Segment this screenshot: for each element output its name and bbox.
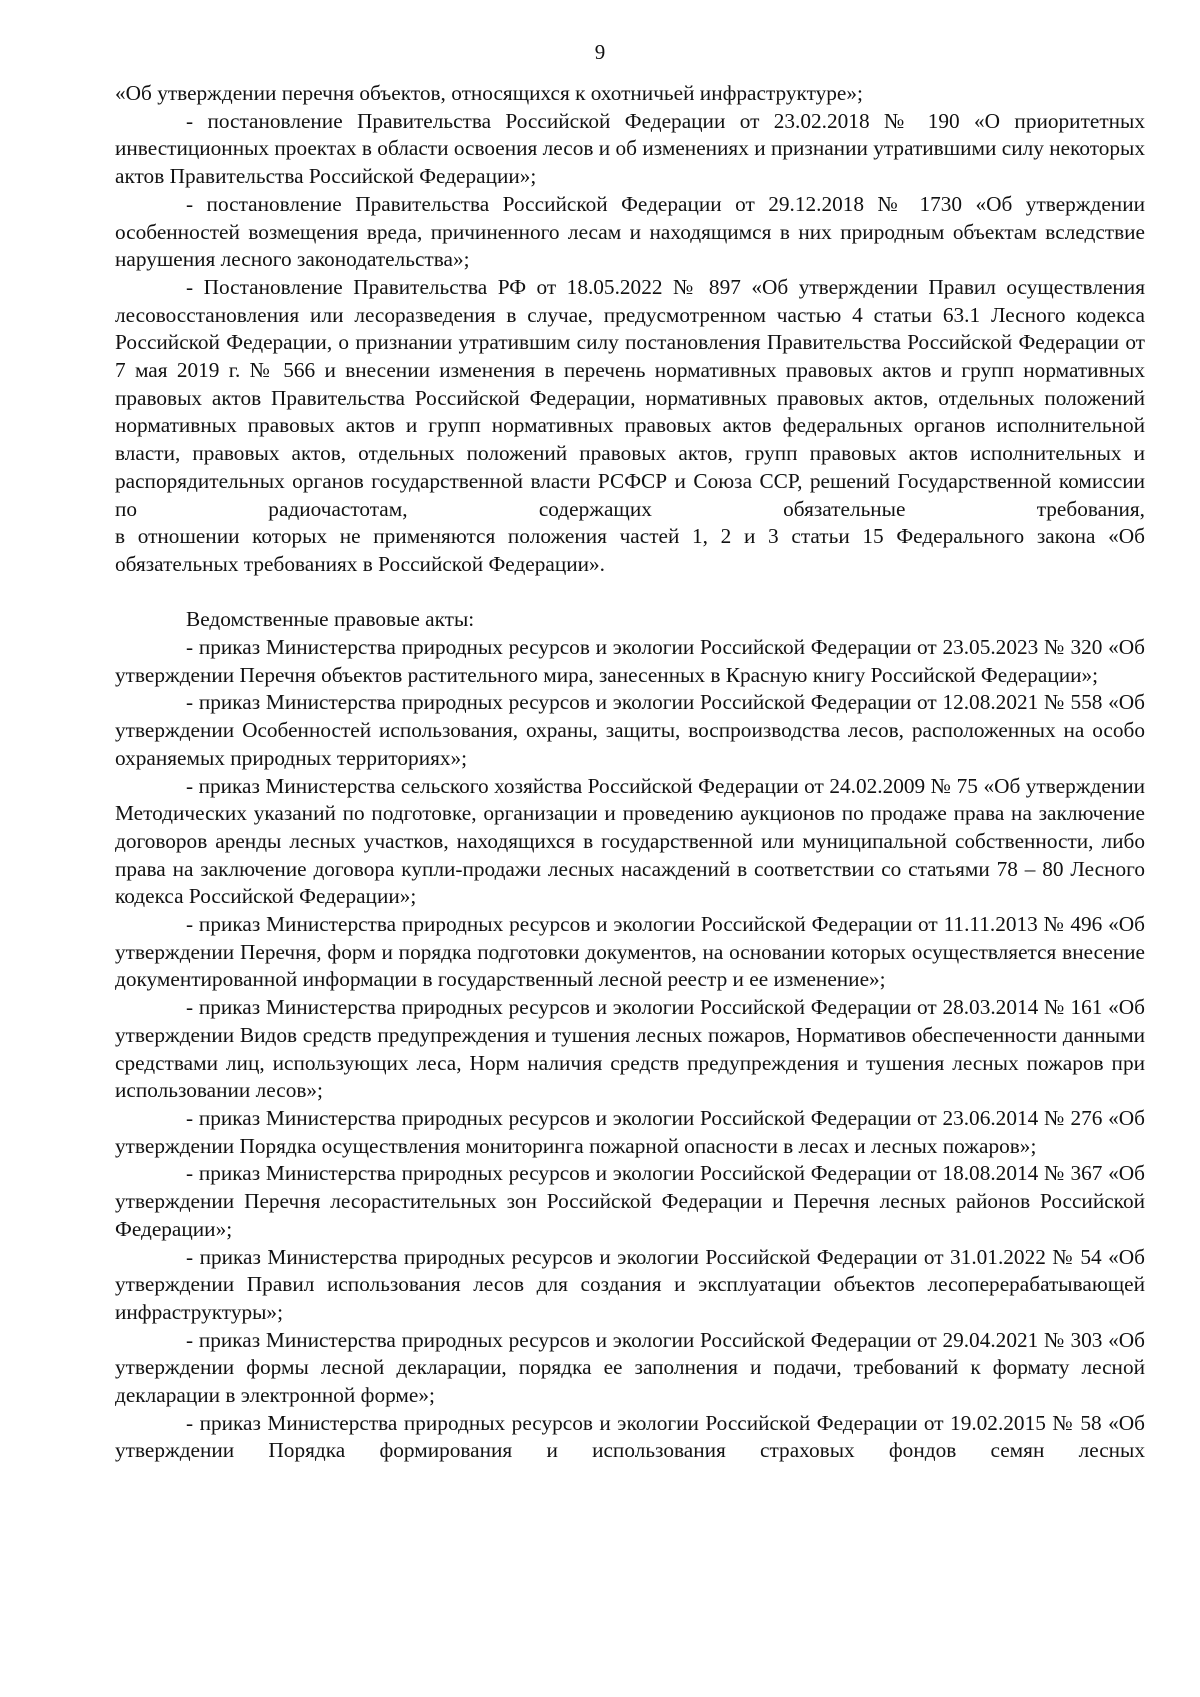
paragraph-order-54: - приказ Министерства природных ресурсов и экологии Российской Федерации от 31.01.2022 № 54 «Об утверждении Правил использования лесов для создания и эксплуатации объектов лесоперерабатывающей инфраструктуры»;: [115, 1244, 1145, 1324]
paragraph-order-320: - приказ Министерства природных ресурсов и экологии Российской Федерации от 23.05.2023 № 320 «Об утверждении Перечня объектов растительного мира, занесенных в Красную книгу Российской Федерации»;: [115, 635, 1145, 687]
paragraph-decree-190: - постановление Правительства Российской Федерации от 23.02.2018 № 190 «О приоритетных инвестиционных проектах в области освоения лесов и об изменениях и признании утратившими силу некоторых актов Правительства Российской Федерации»;: [115, 108, 1145, 189]
document-body: [115, 80, 1145, 1465]
paragraph-decree-1730: - постановление Правительства Российской Федерации от 29.12.2018 № 1730 «Об утверждении особенностей возмещения вреда, причиненного лесам и находящимся в них природным объектам вследствие нарушения лесного законодательства»;: [115, 191, 1145, 272]
paragraph-order-161: - приказ Министерства природных ресурсов и экологии Российской Федерации от 28.03.2014 № 161 «Об утверждении Видов средств предупреждения и тушения лесных пожаров, Нормативов обеспеченности данными средствами лиц, использующих леса, Норм наличия средств предупреждения и тушения лесных пожаров при использовании лесов»;: [115, 995, 1145, 1103]
paragraph-intro: «Об утверждении перечня объектов, относящихся к охотничьей инфраструктуре»;: [115, 81, 863, 105]
paragraph-order-303: - приказ Министерства природных ресурсов и экологии Российской Федерации от 29.04.2021 № 303 «Об утверждении формы лесной декларации, порядка ее заполнения и подачи, требований к формату лесной декларации в электронной форме»;: [115, 1327, 1145, 1408]
paragraph-order-58: - приказ Министерства природных ресурсов и экологии Российской Федерации от 19.02.2015 № 58 «Об утверждении Порядка формирования и использования страховых фондов семян лесных: [115, 1410, 1145, 1463]
paragraph-order-367: - приказ Министерства природных ресурсов и экологии Российской Федерации от 18.08.2014 № 367 «Об утверждении Перечня лесорастительных зон Российской Федерации и Перечня лесных районов Российской Федерации»;: [115, 1161, 1145, 1241]
paragraph-order-276: - приказ Министерства природных ресурсов и экологии Российской Федерации от 23.06.2014 № 276 «Об утверждении Порядка осуществления мониторинга пожарной опасности в лесах и лесных пожаров»;: [115, 1106, 1145, 1158]
paragraph-decree-897: - Постановление Правительства РФ от 18.05.2022 № 897 «Об утверждении Правил осуществления лесовосстановления или лесоразведения в случае, предусмотренном частью 4 статьи 63.1 Лесного кодекса Российской Федерации, о признании утратившим силу постановления Правительства Российской Федерации от 7 мая 2019 г. № 566 и внесении изменения в перечень нормативных правовых актов и групп нормативных правовых актов Правительства Российской Федерации, нормативных правовых актов, отдельных положений нормативных правовых актов и групп нормативных правовых актов федеральных органов исполнительной власти, правовых актов, отдельных положений правовых актов, групп правовых актов исполнительных и распорядительных органов государственной власти РСФСР и Союза ССР, решений Государственной комиссии по радиочастотам, содержащих обязательные требования,: [115, 274, 1145, 521]
paragraph-order-558: - приказ Министерства природных ресурсов и экологии Российской Федерации от 12.08.2021 № 558 «Об утверждении Особенностей использования, охраны, защиты, воспроизводства лесов, расположенных на особо охраняемых природных территориях»;: [115, 690, 1145, 770]
paragraph-order-75: - приказ Министерства сельского хозяйства Российской Федерации от 24.02.2009 № 75 «Об утверждении Методических указаний по подготовке, организации и проведению аукционов по продаже права на заключение договоров аренды лесных участков, находящихся в государственной или муниципальной собственности, либо права на заключение договора купли-продажи лесных насаждений в соответствии со статьями 78 – 80 Лесного кодекса Российской Федерации»;: [115, 773, 1145, 909]
paragraph-order-496: - приказ Министерства природных ресурсов и экологии Российской Федерации от 11.11.2013 № 496 «Об утверждении Перечня, форм и порядка подготовки документов, на основании которых осуществляется внесение документированной информации в государственный лесной реестр и ее изменение»;: [115, 912, 1145, 992]
section-heading: Ведомственные правовые акты:: [186, 607, 475, 632]
section-gap: [115, 579, 1145, 607]
page-number: 9: [594, 40, 606, 64]
paragraph-decree-897-continued: в отношении которых не применяются положения частей 1, 2 и 3 статьи 15 Федерального закона «Об обязательных требованиях в Российской Федерации».: [115, 524, 1145, 576]
